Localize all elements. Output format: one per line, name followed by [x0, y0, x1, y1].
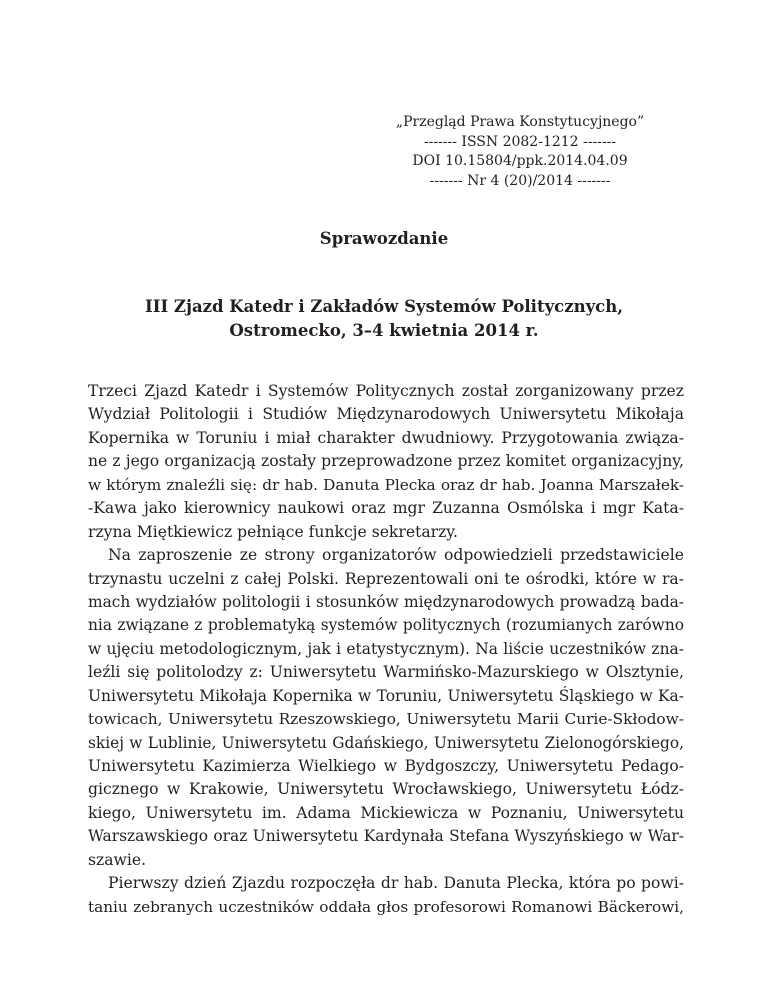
text-line: ne z jego organizacją zostały przeprowadzone przez komitet organizacyjny, — [88, 452, 684, 471]
text-line: mach wydziałów politologii i stosunków międzynarodowych prowadzą bada- — [88, 592, 684, 611]
text-line: kiego, Uniwersytetu im. Adama Mickiewicza w Poznaniu, Uniwersytetu — [88, 803, 684, 822]
text-line: nia związane z problematyką systemów politycznych (rozumianych zarówno — [88, 616, 684, 635]
text-line: leźli się politolodzy z: Uniwersytetu Warmińsko-Mazurskiego w Olsztynie, — [88, 663, 684, 682]
text-line: gicznego w Krakowie, Uniwersytetu Wrocławskiego, Uniwersytetu Łódz- — [88, 780, 684, 799]
paragraph-2 — [88, 544, 684, 872]
text-line: taniu zebranych uczestników oddała głos profesorowi Romanowi Bäckerowi, — [88, 897, 684, 916]
doi-line: DOI 10.15804/ppk.2014.04.09 — [412, 153, 628, 169]
journal-header — [380, 113, 660, 191]
section-title: Sprawozdanie — [319, 229, 449, 248]
text-line: Wydział Politologii i Studiów Międzynarodowych Uniwersytetu Mikołaja — [88, 405, 684, 424]
text-line: trzynastu uczelni z całej Polski. Reprezentowali oni te ośrodki, które w ra- — [88, 569, 684, 588]
text-line: -Kawa jako kierownicy naukowi oraz mgr Zuzanna Osmólska i mgr Kata- — [88, 499, 684, 518]
body-text — [88, 380, 684, 919]
text-line: towicach, Uniwersytetu Rzeszowskiego, Uniwersytetu Marii Curie-Skłodow- — [88, 710, 684, 729]
issue-line: ------- Nr 4 (20)/2014 ------- — [429, 172, 611, 189]
article-title — [120, 295, 648, 342]
text-line: Uniwersytetu Mikołaja Kopernika w Toruniu, Uniwersytetu Śląskiego w Ka- — [88, 686, 684, 705]
text-line: Na zaproszenie ze strony organizatorów odpowiedzieli przedstawiciele — [108, 546, 684, 565]
text-line: Pierwszy dzień Zjazdu rozpoczęła dr hab. Danuta Plecka, która po powi- — [108, 874, 684, 893]
journal-name: „Przegląd Prawa Konstytucyjnego” — [395, 114, 645, 130]
text-line: Uniwersytetu Kazimierza Wielkiego w Bydgoszczy, Uniwersytetu Pedago- — [88, 757, 684, 775]
article-title-line-2: Ostromecko, 3–4 kwietnia 2014 r. — [229, 320, 539, 340]
text-line: Trzeci Zjazd Katedr i Systemów Politycznych został zorganizowany przez — [88, 382, 684, 400]
article-title-line-1: III Zjazd Katedr i Zakładów Systemów Politycznych, — [145, 297, 623, 316]
paragraph-1 — [88, 380, 684, 544]
text-line: w którym znaleźli się: dr hab. Danuta Plecka oraz dr hab. Joanna Marszałek- — [88, 475, 684, 494]
text-line: Warszawskiego oraz Uniwersytetu Kardynała Stefana Wyszyńskiego w War- — [88, 827, 684, 846]
text-line: w ujęciu metodologicznym, jak i etatystycznym). Na liście uczestników zna- — [88, 639, 684, 658]
text-line: Kopernika w Toruniu i miał charakter dwudniowy. Przygotowania związa- — [88, 428, 684, 447]
paragraph-3 — [88, 872, 684, 919]
text-line: skiej w Lublinie, Uniwersytetu Gdańskiego, Uniwersytetu Zielonogórskiego, — [88, 733, 684, 752]
text-line: rzyna Miętkiewicz pełniące funkcje sekretarzy. — [88, 522, 458, 541]
issn-line: ------- ISSN 2082-1212 ------- — [423, 133, 617, 150]
text-line: szawie. — [88, 850, 147, 869]
